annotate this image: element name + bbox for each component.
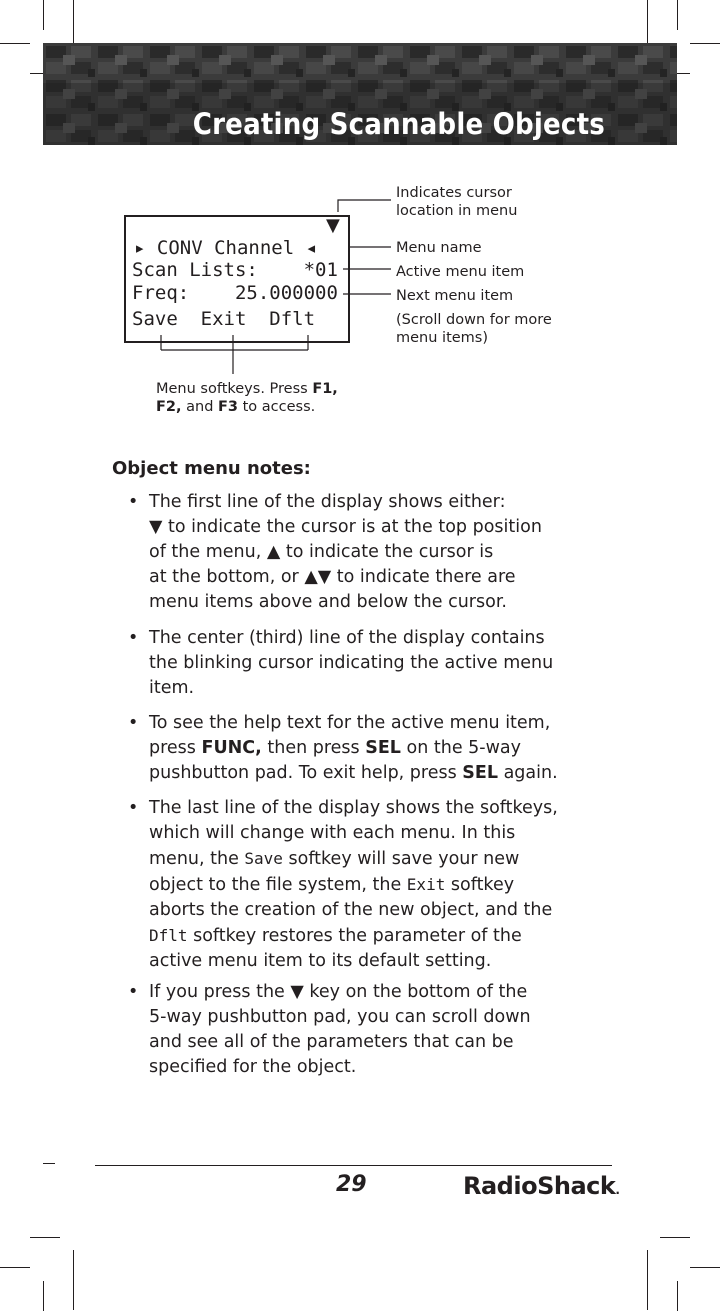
page-number: 29	[336, 1172, 367, 1197]
crop-mark	[73, 1250, 74, 1310]
annotation-active-item: Active menu item	[396, 264, 525, 280]
lcd-active-item-line: Scan Lists: *01	[132, 259, 338, 281]
annotation-scroll-note: (Scroll down for more menu items)	[396, 312, 552, 346]
footer-rule	[95, 1165, 612, 1166]
crop-mark	[677, 1281, 678, 1311]
lcd-menu-name-line: ▸ CONV Channel ◂	[134, 237, 318, 259]
crop-mark	[660, 1237, 690, 1238]
lcd-softkeys-line: Save Exit Dflt	[132, 308, 316, 330]
crop-mark	[43, 1163, 55, 1164]
crop-mark	[647, 1250, 648, 1310]
annotation-menu-name: Menu name	[396, 240, 482, 256]
crop-mark	[0, 1267, 30, 1268]
annotation-softkeys: Menu softkeys. Press F1, F2, and F3 to access.	[156, 381, 338, 415]
cursor-arrow-icon: ▼	[326, 215, 340, 236]
annotation-cursor-location: Indicates cursor location in menu	[396, 185, 518, 219]
notes-heading: Object menu notes:	[112, 458, 311, 479]
radioshack-logo: RadioShack.	[463, 1172, 620, 1200]
bullet-dot: •	[128, 713, 139, 733]
page-title: Creating Scannable Objects	[192, 107, 605, 141]
crop-mark	[690, 1267, 720, 1268]
bullet-dot: •	[128, 982, 139, 1002]
crop-mark	[43, 1281, 44, 1311]
leader-lines	[0, 0, 720, 400]
bullet-dot: •	[128, 798, 139, 818]
lcd-next-item-line: Freq: 25.000000	[132, 282, 338, 304]
crop-mark	[30, 1237, 60, 1238]
annotation-next-item: Next menu item	[396, 288, 514, 304]
bullet-dot: •	[128, 628, 139, 648]
bullet-dot: •	[128, 492, 139, 512]
